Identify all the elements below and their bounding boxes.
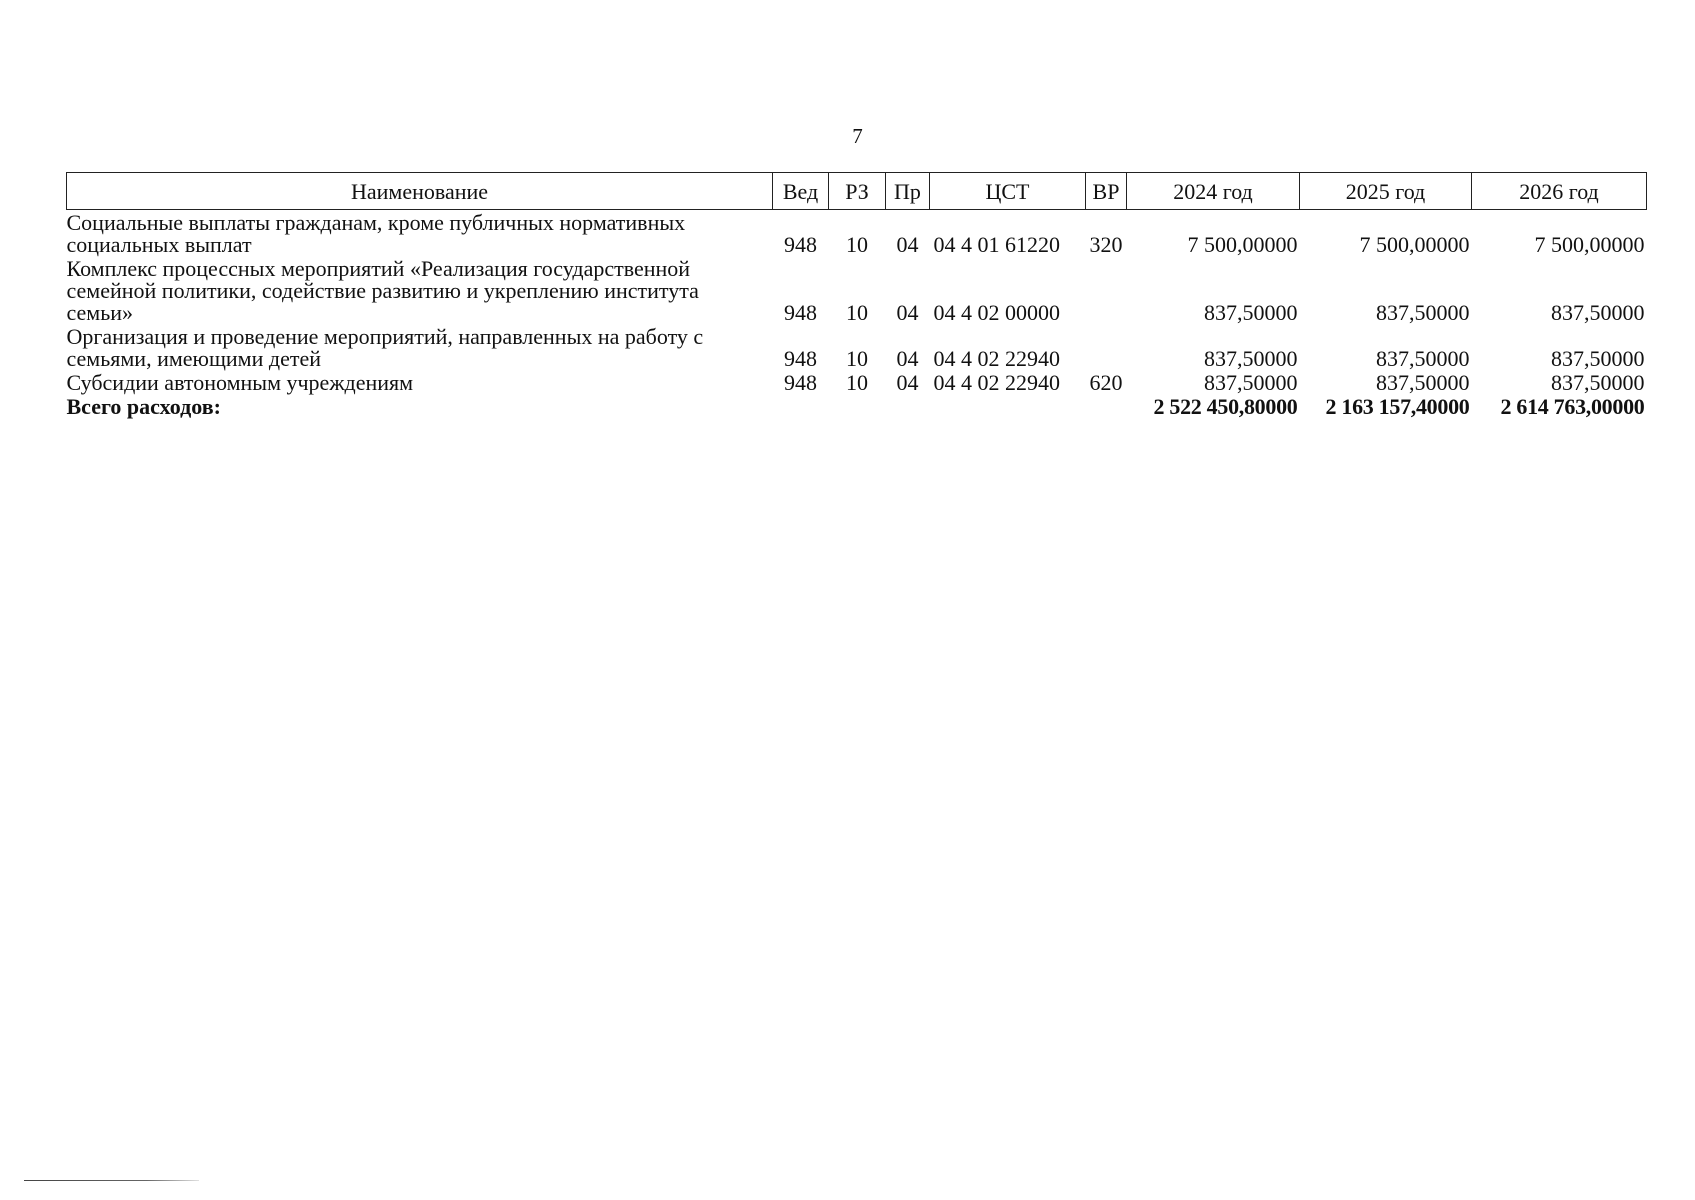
row-2024: 837,50000 [1204,370,1298,395]
scan-artifact-line [24,1180,199,1181]
row-cst: 04 4 02 22940 [933,370,1060,395]
total-2024: 2 522 450,80000 [1153,394,1298,419]
header-ved: Вед [773,173,829,210]
row-2024: 837,50000 [1204,346,1298,371]
row-rz: 10 [846,346,868,371]
row-ved: 948 [784,346,817,371]
row-pr: 04 [896,370,919,395]
row-vr: 320 [1089,232,1123,257]
row-rz: 10 [846,370,868,395]
table-header [67,173,1647,210]
row-vr [1086,256,1127,324]
row-vr [1086,324,1127,370]
row-cst: 04 4 02 00000 [933,300,1060,325]
row-vr: 620 [1089,370,1123,395]
row-name: Социальные выплаты гражданам, кроме публичных нормативных социальных выплат [66,210,686,257]
row-cst: 04 4 02 22940 [933,346,1060,371]
row-2025: 7 500,00000 [1359,232,1470,257]
row-name: Субсидии автономным учреждениям [66,370,414,395]
total-row [67,394,1647,418]
row-ved: 948 [784,300,817,325]
row-2025: 837,50000 [1376,370,1470,395]
row-2026: 837,50000 [1551,346,1645,371]
row-cst: 04 4 01 61220 [933,232,1060,257]
table-row [67,210,1647,257]
row-2026: 837,50000 [1551,300,1645,325]
header-name: Наименование [67,173,773,210]
header-cst: ЦСТ [930,173,1086,210]
row-rz: 10 [846,232,868,257]
row-2026: 837,50000 [1551,370,1645,395]
row-ved: 948 [784,370,817,395]
row-2025: 837,50000 [1376,346,1470,371]
header-vr: ВР [1086,173,1127,210]
row-ved: 948 [784,232,817,257]
row-name: Комплекс процессных мероприятий «Реализация государственной семейной политики, содействие развитию и укреплению института семьи» [66,256,699,325]
row-2024: 7 500,00000 [1187,232,1298,257]
total-label: Всего расходов: [66,394,221,419]
header-rz: РЗ [829,173,886,210]
header-pr: Пр [886,173,930,210]
table-row [67,256,1647,324]
header-2024: 2024 год [1127,173,1300,210]
header-2025: 2025 год [1300,173,1472,210]
total-2026: 2 614 763,00000 [1500,394,1645,419]
row-name: Организация и проведение мероприятий, направленных на работу с семьями, имеющими детей [66,324,704,371]
header-2026: 2026 год [1472,173,1647,210]
row-pr: 04 [896,300,919,325]
row-2024: 837,50000 [1204,300,1298,325]
budget-table [66,172,1647,418]
row-pr: 04 [896,232,919,257]
row-rz: 10 [846,300,868,325]
row-pr: 04 [896,346,919,371]
table-row [67,370,1647,394]
page-number: 7 [852,124,863,148]
total-2025: 2 163 157,40000 [1325,394,1470,419]
row-2025: 837,50000 [1376,300,1470,325]
table-row [67,324,1647,370]
row-2026: 7 500,00000 [1534,232,1645,257]
